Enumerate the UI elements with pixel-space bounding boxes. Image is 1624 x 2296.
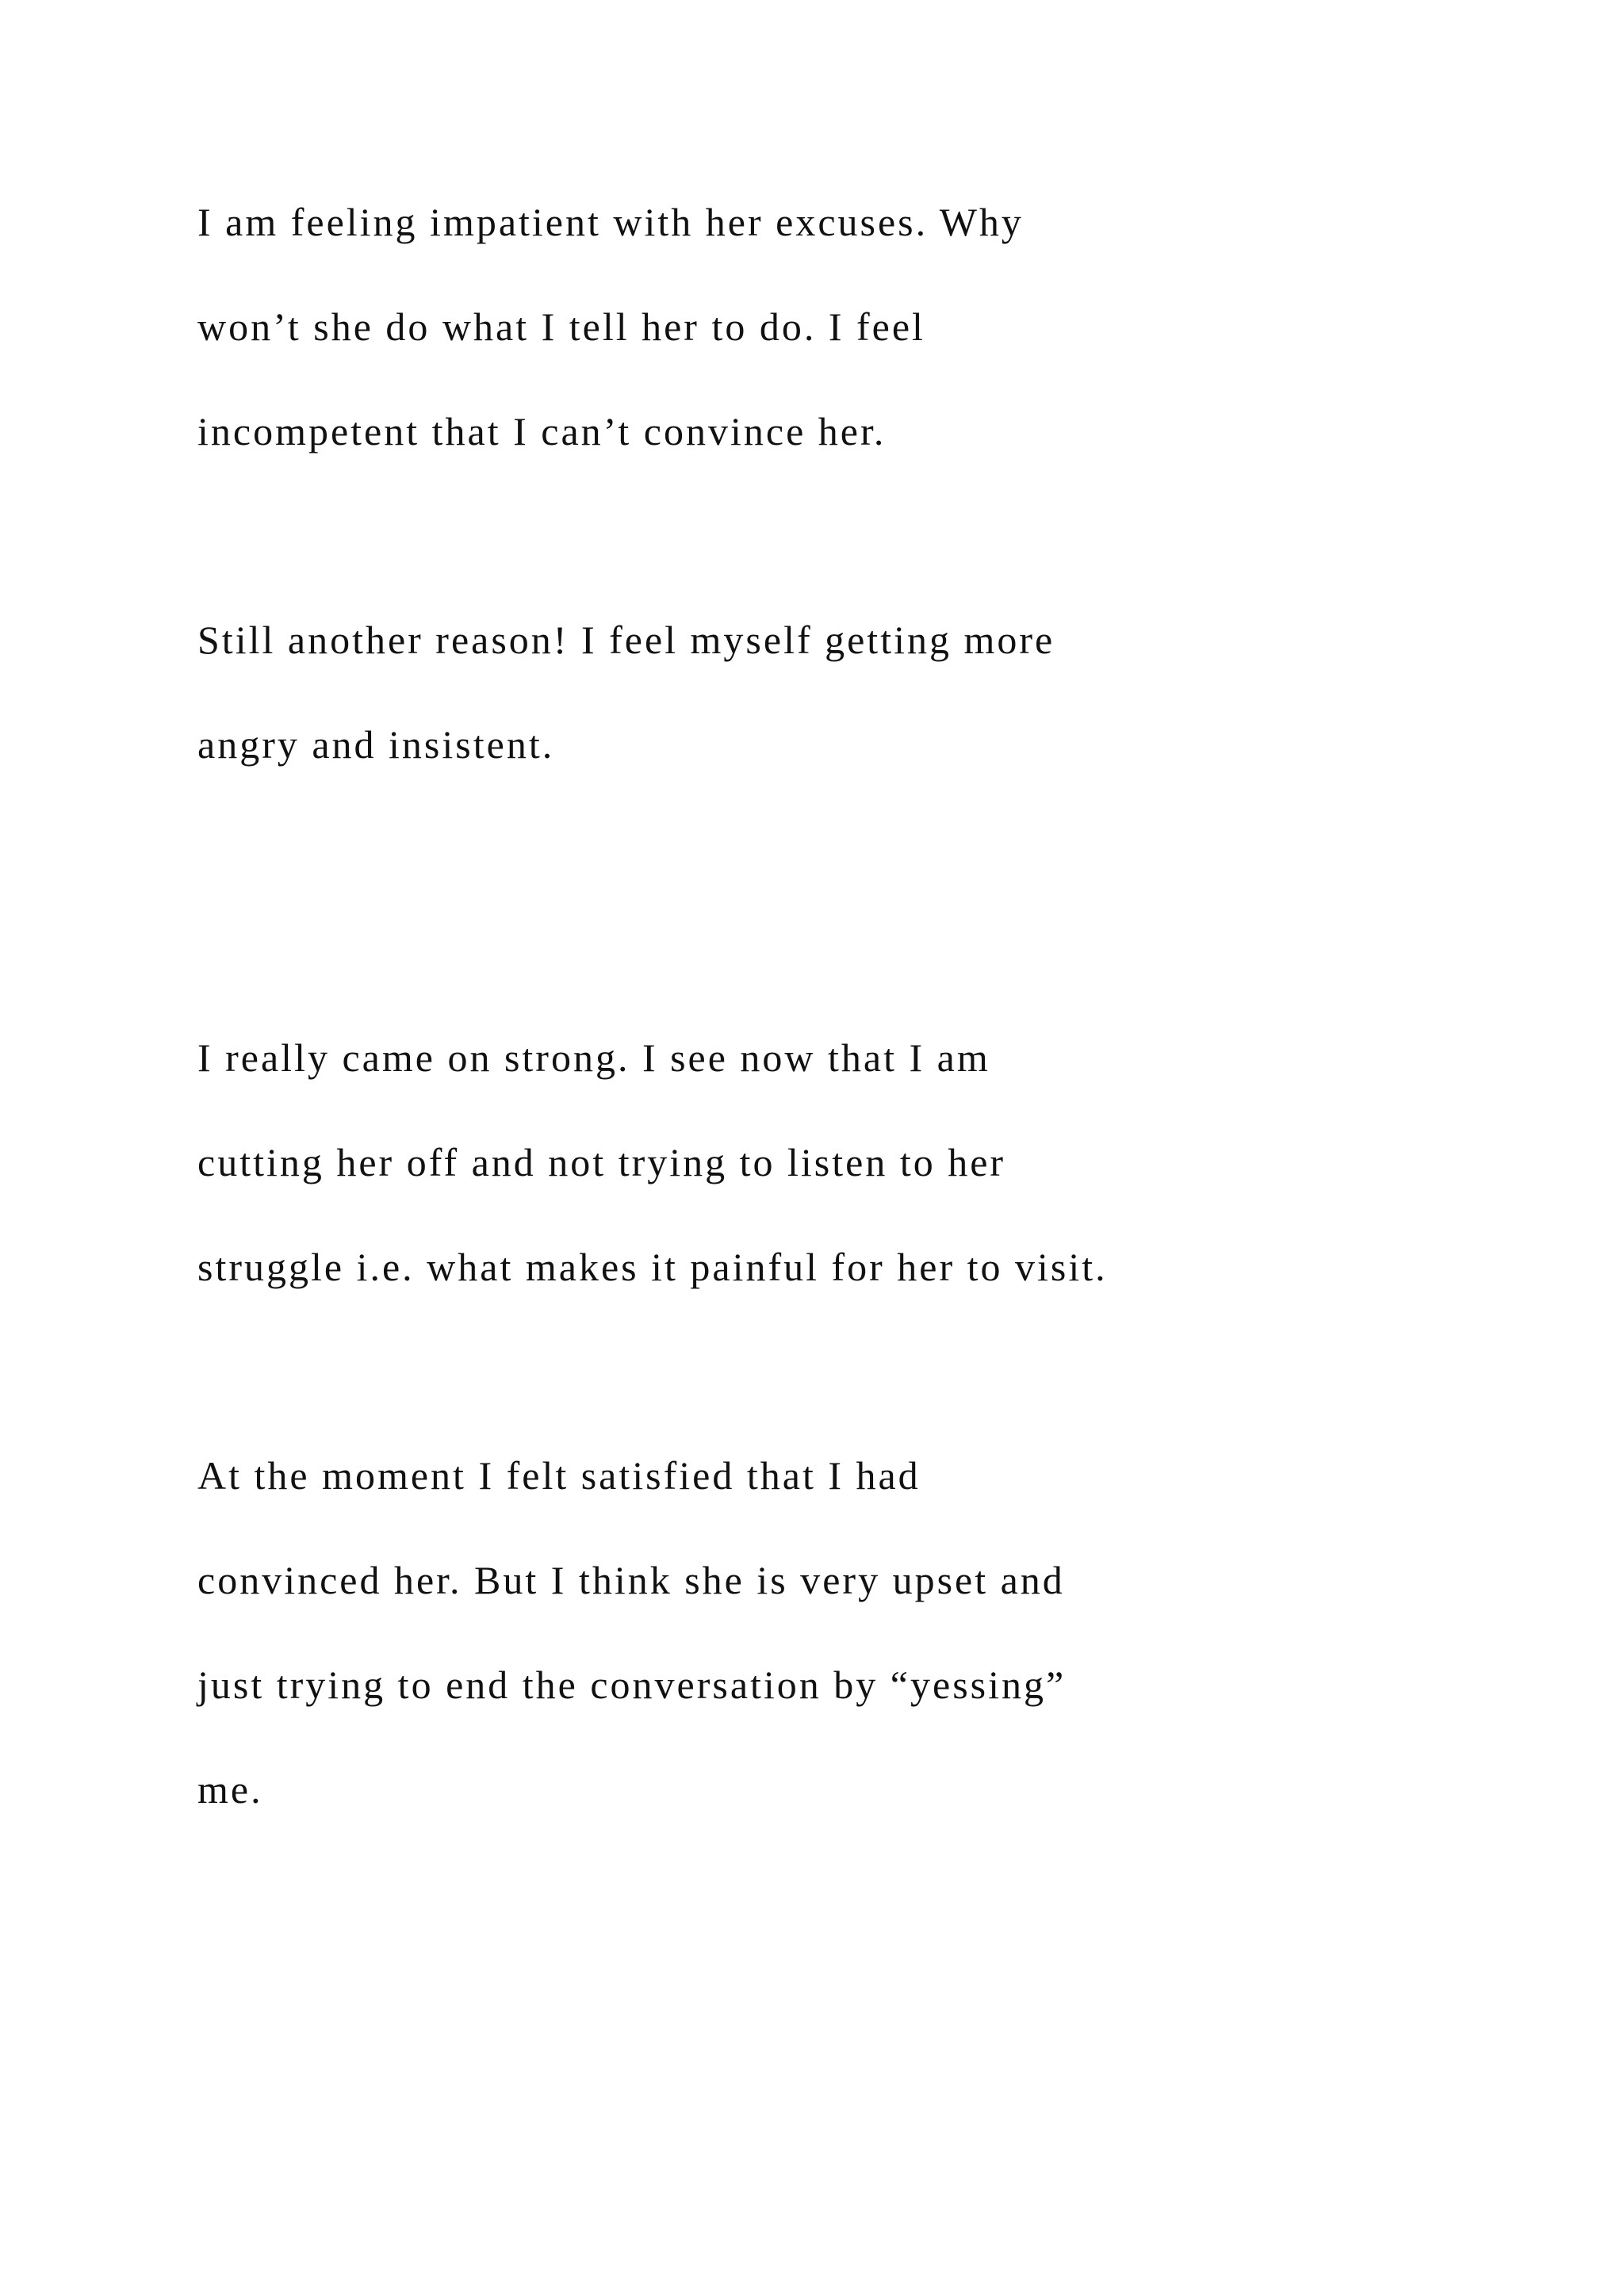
text-line: convinced her. But I think she is very upset and bbox=[197, 1558, 1065, 1602]
text-line: me. bbox=[197, 1767, 263, 1812]
text-line: angry and insistent. bbox=[197, 722, 555, 767]
text-line: I am feeling impatient with her excuses. Why bbox=[197, 200, 1024, 244]
text-line: incompetent that I can’t convince her. bbox=[197, 409, 887, 453]
text-line: At the moment I felt satisfied that I had bbox=[197, 1453, 921, 1498]
text-line: just trying to end the conversation by “yessing” bbox=[197, 1663, 1067, 1707]
text-line: won’t she do what I tell her to do. I feel bbox=[197, 304, 925, 349]
text-line: I really came on strong. I see now that I am bbox=[197, 1035, 990, 1080]
text-line: cutting her off and not trying to listen to her bbox=[197, 1140, 1006, 1184]
text-line: struggle i.e. what makes it painful for her to visit. bbox=[197, 1245, 1108, 1289]
text-line: Still another reason! I feel myself getting more bbox=[197, 618, 1055, 662]
